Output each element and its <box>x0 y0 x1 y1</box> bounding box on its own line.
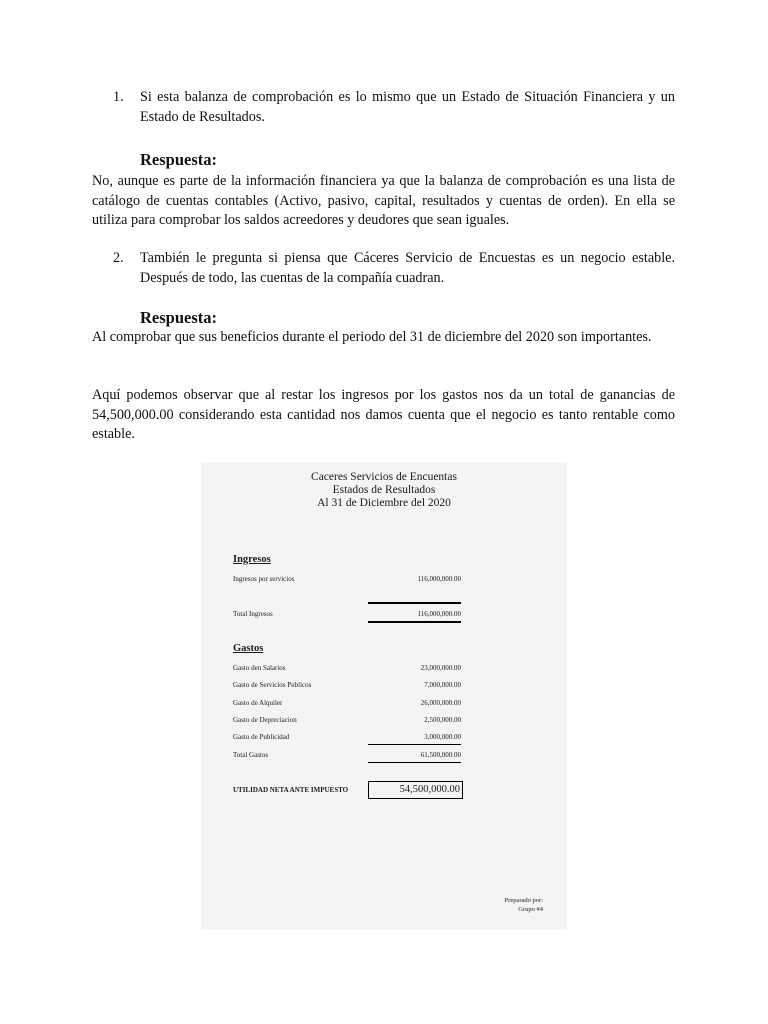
income-row-value: 116,000,000.00 <box>417 575 461 583</box>
expense-row-value: 26,000,000.00 <box>420 699 461 707</box>
expense-row-label: Gasto de Depreciacion <box>233 716 297 724</box>
question-2-text: También le pregunta si piensa que Cáceres Servicio de Encuestas es un negocio estable. Después de todo, las cuentas de la compañía cuadran. <box>140 250 675 286</box>
answer-2-paragraph-1: Al comprobar que sus beneficios durante el periodo del 31 de diciembre del 2020 son importantes. <box>92 329 652 345</box>
question-1-text: Si esta balanza de comprobación es lo mismo que un Estado de Situación Financiera y un Estado de Resultados. <box>140 89 675 125</box>
expenses-total-rule-top <box>368 744 461 745</box>
income-total-value: 116,000,000.00 <box>417 610 461 618</box>
net-income-value: 54,500,000.00 <box>368 781 463 799</box>
expense-row-label: Gasto de Publicidad <box>233 733 290 741</box>
expense-row-value: 2,500,000.00 <box>424 716 461 724</box>
prepared-by-label: Preparado por: <box>504 897 543 904</box>
prepared-by-group: Grupo #4 <box>518 906 543 913</box>
income-total-rule-top <box>368 602 461 604</box>
expenses-total-label: Total Gastos <box>233 751 269 759</box>
income-row-label: Ingresos por servicios <box>233 575 295 583</box>
expenses-total-rule-bottom <box>368 762 461 763</box>
expenses-heading: Gastos <box>233 643 264 654</box>
question-1 <box>113 88 675 127</box>
income-total-rule-bottom <box>368 621 461 623</box>
expense-row-value: 7,000,000.00 <box>424 681 461 689</box>
net-income-label: UTILIDAD NETA ANTE IMPUESTO <box>233 786 349 794</box>
income-heading: Ingresos <box>233 554 271 565</box>
answer-1-paragraph: No, aunque es parte de la información financiera ya que la balanza de comprobación es una lista de catálogo de cuentas contables (Activo, pasivo, capital, resultados y cuentas de orden). En ella se utiliza para comprobar los saldos acreedores y deudores que sean iguales. <box>92 173 675 228</box>
expense-row-value: 3,000,000.00 <box>424 733 461 741</box>
statement-date: Al 31 de Diciembre del 2020 <box>317 497 451 509</box>
question-1-number: 1. <box>113 89 124 105</box>
income-statement-image <box>201 462 567 930</box>
expense-row-label: Gasto de Alquiler <box>233 699 283 707</box>
expense-row-label: Gasto den Salarios <box>233 664 286 672</box>
answer-1-heading: Respuesta: <box>140 150 217 169</box>
statement-company: Caceres Servicios de Encuentas <box>311 471 457 483</box>
question-2 <box>113 249 675 288</box>
expense-row-label: Gasto de Servicios Publicos <box>233 681 312 689</box>
prepared-by <box>505 896 543 914</box>
question-2-number: 2. <box>113 250 124 266</box>
answer-2-heading: Respuesta: <box>140 308 217 327</box>
expense-row-value: 23,000,000.00 <box>420 664 461 672</box>
income-total-label: Total Ingresos <box>233 610 273 618</box>
expenses-total-value: 61,500,000.00 <box>420 751 461 759</box>
statement-title: Estados de Resultados <box>332 484 436 496</box>
answer-2-paragraph-2: Aquí podemos observar que al restar los ingresos por los gastos nos da un total de ganancias de 54,500,000.00 considerando esta cantidad nos damos cuenta que el negocio es tanto rentable como estable. <box>92 387 675 442</box>
